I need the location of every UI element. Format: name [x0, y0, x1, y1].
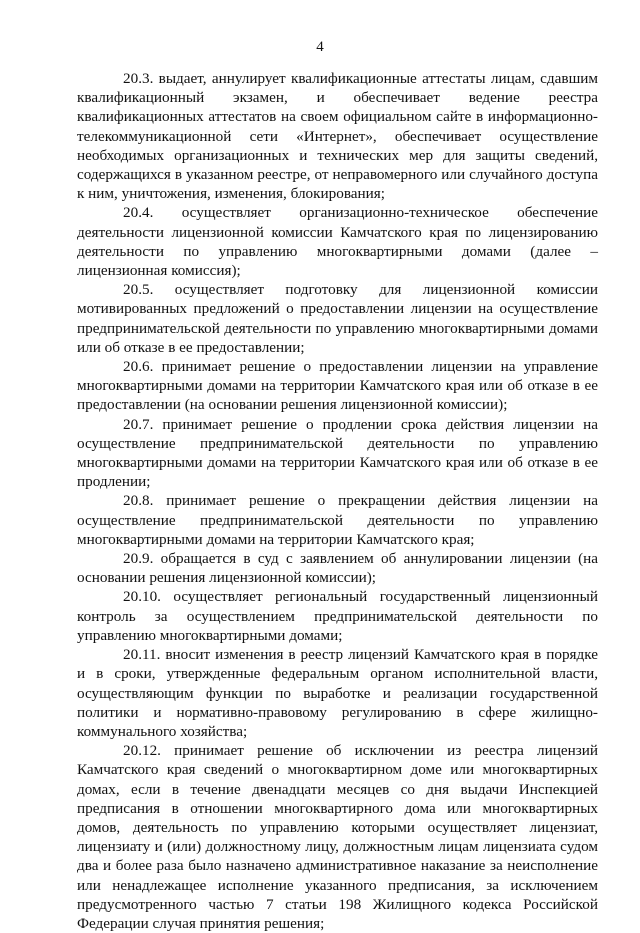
paragraph-20-6: 20.6. принимает решение о предоставлении лицензии на управление многоквартирными домами на территории Камчатского края или об отказе в ее предоставлении (на основании решения лицензионной комиссии);: [77, 358, 598, 414]
paragraph-20-12: 20.12. принимает решение об исключении из реестра лицензий Камчатского края сведений о многоквартирном доме или многоквартирных домах, если в течение двенадцати месяцев со дня выдачи Инспекцией предписания в отношении многоквартирного дома или многоквартирных домов, деятельность по управлению которыми осуществляет лицензиат, лицензиату и (или) должностному лицу, должностным лицам лицензиата судом два и более раза было назначено административное наказание за неисполнение или ненадлежащее исполнение указанного предписания, за исключением предусмотренного частью 7 статьи 198 Жилищного кодекса Российской Федерации случая принятия решения;: [77, 742, 598, 932]
document-body: [77, 69, 598, 933]
paragraph-20-4: 20.4. осуществляет организационно-техническое обеспечение деятельности лицензионной комиссии Камчатского края по лицензированию деятельности по управлению многоквартирными домами (далее – лицензионная комиссия);: [77, 204, 598, 280]
paragraph-20-10: 20.10. осуществляет региональный государственный лицензионный контроль за осуществлением предпринимательской деятельности по управлению многоквартирными домами;: [77, 588, 598, 644]
paragraph-20-7: 20.7. принимает решение о продлении срока действия лицензии на осуществление предпринимательской деятельности по управлению многоквартирными домами на территории Камчатского края или об отказе в ее продлении;: [77, 415, 598, 491]
paragraph-20-9: 20.9. обращается в суд с заявлением об аннулировании лицензии (на основании решения лицензионной комиссии);: [77, 550, 598, 587]
paragraph-20-3: 20.3. выдает, аннулирует квалификационные аттестаты лицам, сдавшим квалификационный экзамен, и обеспечивает ведение реестра квалификационных аттестатов на своем официальном сайте в информационно-телекоммуникационной сети «Интернет», обеспечивает осуществление необходимых организационных и технических мер для защиты сведений, содержащихся в указанном реестре, от неправомерного или случайного доступа к ним, уничтожения, изменения, блокирования;: [77, 70, 598, 203]
paragraph-20-5: 20.5. осуществляет подготовку для лицензионной комиссии мотивированных предложений о предоставлении лицензии на осуществление предпринимательской деятельности по управлению многоквартирными домами или об отказе в ее предоставлении;: [77, 281, 598, 356]
paragraph-20-8: 20.8. принимает решение о прекращении действия лицензии на осуществление предпринимательской деятельности по управлению многоквартирными домами на территории Камчатского края;: [77, 492, 598, 548]
paragraph-20-11: 20.11. вносит изменения в реестр лицензий Камчатского края в порядке и в сроки, утвержденные федеральным органом исполнительной власти, осуществляющим функции по выработке и реализации государственной политики и нормативно-правовому регулированию в сфере жилищно-коммунального хозяйства;: [77, 646, 598, 740]
page-number: 4: [316, 39, 324, 55]
